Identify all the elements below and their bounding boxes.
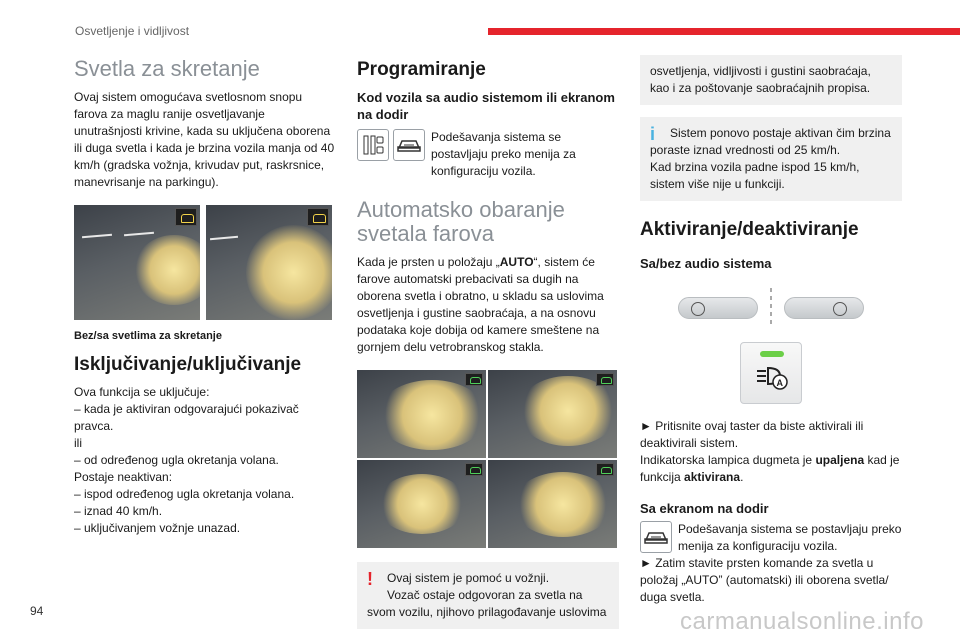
auto-dipping-title: Automatsko obaranje svetala farova: [357, 197, 565, 246]
stalk-illustration: [640, 288, 902, 328]
car-icon: [393, 129, 425, 161]
warning-icon: !: [367, 569, 373, 589]
info-text-1: Sistem ponovo postaje aktivan čim brzina poraste iznad vrednosti od 25 km/h.: [650, 126, 891, 157]
info-icon: i: [650, 124, 656, 144]
stalk-divider: [770, 288, 772, 328]
auto-text-post: “, sistem će farove automatski prebacivati sa dugih na oborena svetla i obratno, u skladu sa uslovima osvetljenja i gustine saobraćaja, a na osnovu podataka koje dobija od kamere smeštene na gornjem delu vetrobranskog stakla.: [357, 255, 604, 354]
activate-title: Aktiviranje/deaktiviranje: [640, 219, 859, 240]
auto-text-bold: AUTO: [499, 255, 534, 269]
svg-text:A: A: [776, 378, 783, 388]
settings-icon: [357, 129, 389, 161]
line-8: – uključivanjem vožnje unazad.: [74, 521, 241, 535]
press-button-text: ► Pritisnite ovaj taster da biste aktivirali ili deaktivirali sistem.: [640, 419, 864, 450]
figure-panel-4: [488, 460, 617, 548]
line-1: Ova funkcija se uključuje:: [74, 385, 210, 399]
touch-block: [640, 521, 902, 555]
auto-dipping-text: [357, 254, 619, 356]
stalk-right: [784, 297, 864, 319]
warning-line-2: Vozač ostaje odgovoran za svetla na svom vozilu, njihovo prilagođavanje uslovima: [367, 588, 607, 619]
touch-text-1: Podešavanja sistema se postavljaju preko menija za konfiguraciju vozila.: [678, 522, 902, 553]
warning-note-continued: [640, 55, 902, 105]
stalk-left: [678, 297, 758, 319]
turning-lights-intro: Ovaj sistem omogućava svetlosnom snopu farova za maglu ranije osvetljavanje unutrašnjosti krivine, kada su uključena oborena ili duga svetla i kada je brzina vozila manja od 40 km/h (gradska vožnja, krivudav put, raskrsnice, manevrisanje na parkingu).: [74, 90, 335, 189]
programming-title: Programiranje: [357, 59, 486, 80]
figure-caption: Bez/sa svetlima za skretanje: [74, 330, 222, 342]
section-header: Osvetljenje i vidljivost: [75, 24, 190, 38]
figure-without-turning-lights: [74, 205, 200, 320]
figure-panel-1: [357, 370, 486, 458]
indicator-post: .: [740, 470, 744, 484]
line-7: – iznad 40 km/h.: [74, 504, 163, 518]
warning-note: [357, 562, 619, 629]
line-6: – ispod određenog ugla okretanja volana.: [74, 487, 295, 501]
auto-high-beam-button[interactable]: [740, 342, 802, 404]
touch-subtitle: Sa ekranom na dodir: [640, 501, 769, 516]
car-lights-icon: [175, 208, 197, 226]
auto-text-pre: Kada je prsten u položaju „: [357, 255, 500, 269]
auto-dipping-figure: [357, 370, 617, 548]
header-accent-bar: [488, 28, 960, 35]
column-3: [640, 55, 902, 606]
indicator-text: [640, 452, 902, 486]
column-1: [74, 55, 336, 537]
line-5: Postaje neaktivan:: [74, 470, 173, 484]
footer-watermark: carmanualsonline.info: [680, 608, 924, 635]
turning-lights-figure: [74, 205, 336, 320]
column-2: [357, 55, 619, 629]
info-note: [640, 117, 902, 201]
line-3: ili: [74, 436, 82, 450]
auto-high-beam-icon: [756, 365, 788, 391]
programming-block: [357, 129, 619, 180]
page-number: 94: [30, 604, 44, 618]
turning-lights-title: Svetla za skretanje: [74, 56, 260, 81]
steering-wheel-icon: [691, 302, 705, 316]
on-off-title: Isključivanje/uključivanje: [74, 354, 302, 375]
car-lights-icon: [307, 208, 329, 226]
indicator-mid: kad je funkcija: [640, 453, 900, 484]
audio-subtitle: Sa/bez audio sistema: [640, 256, 772, 271]
warning-line-1: Ovaj sistem je pomoć u vožnji.: [387, 571, 550, 585]
auto-lights-icon: [596, 463, 614, 476]
car-icon: [640, 521, 672, 553]
auto-lights-icon: [596, 373, 614, 386]
button-indicator-led: [760, 351, 784, 357]
auto-lights-icon: [465, 373, 483, 386]
indicator-pre: Indikatorska lampica dugmeta je: [640, 453, 816, 467]
touch-text-2: ► Zatim stavite prsten komande za svetla u položaj „AUTO” (automatski) ili oborena svetla/ duga svetla.: [640, 556, 889, 604]
steering-wheel-icon: [833, 302, 847, 316]
indicator-bold-2: aktivirana: [684, 470, 741, 484]
figure-panel-3: [357, 460, 486, 548]
on-off-lines: [74, 384, 336, 537]
indicator-bold-1: upaljena: [815, 453, 865, 467]
programming-icons: [357, 129, 425, 180]
programming-text: Podešavanja sistema se postavljaju preko menija za konfiguraciju vozila.: [431, 130, 576, 178]
programming-subtitle: Kod vozila sa audio sistemom ili ekranom na dodir: [357, 90, 615, 122]
auto-lights-icon: [465, 463, 483, 476]
line-2: – kada je aktiviran odgovarajući pokazivač pravca.: [74, 402, 299, 433]
line-4: – od određenog ugla okretanja volana.: [74, 453, 279, 467]
warning-continued-text: osvetljenja, vidljivosti i gustini saobraćaja, kao i za poštovanje saobraćajnih propisa.: [650, 64, 871, 95]
info-text-2: Kad brzina vozila padne ispod 15 km/h, sistem više nije u funkciji.: [650, 160, 860, 191]
figure-panel-2: [488, 370, 617, 458]
figure-with-turning-lights: [206, 205, 332, 320]
